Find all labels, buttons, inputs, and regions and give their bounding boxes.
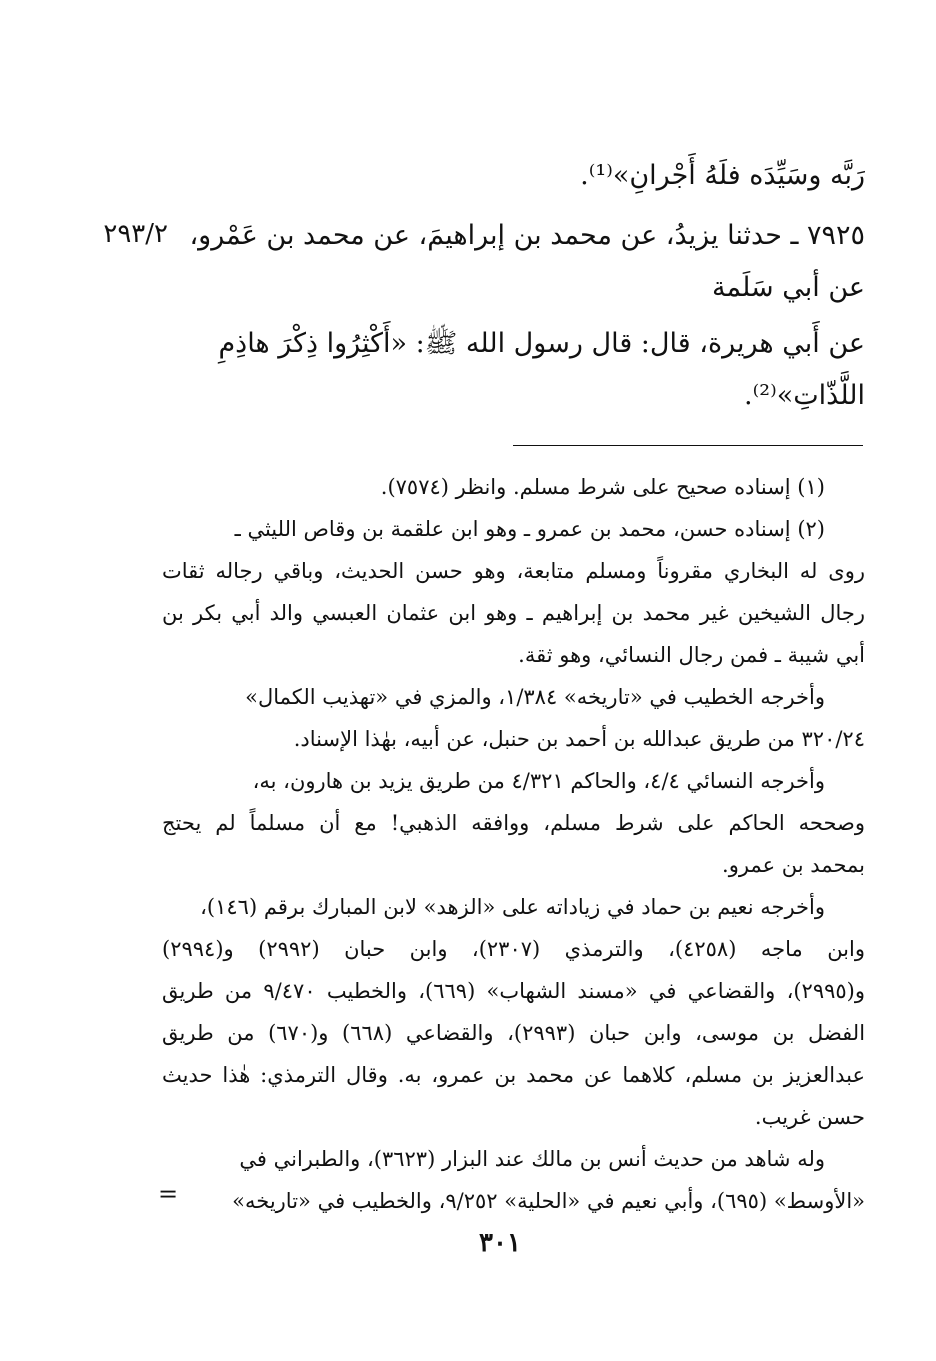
hadith-chain-line: عن أبي سَلَمة: [712, 272, 865, 303]
footnote-line: أبي شيبة ـ فمن رجال النسائي، وهو ثقة.: [518, 643, 865, 667]
footnote-line: (١) إسناده صحيح على شرط مسلم. وانظر (٧٥٧٤).: [380, 475, 825, 499]
page-number: ٣٠١: [479, 1228, 521, 1258]
footnote-line: وأخرجه الخطيب في «تاريخه» ١/٣٨٤، والمزي في «تهذيب الكمال»: [245, 685, 825, 709]
margin-volume-page-reference: ٢٩٣/٢: [103, 219, 168, 249]
footnote-line: و(٢٩٩٥)، والقضاعي في «مسند الشهاب» (٦٦٩)، والخطيب ٩/٤٧٠ من طريق: [162, 979, 866, 1003]
footnote-line: رجال الشيخين غير محمد بن إبراهيم ـ وهو ابن عثمان العبسي والد أبي بكر بن: [162, 601, 865, 625]
footnote-line: بمحمد بن عمرو.: [722, 853, 865, 877]
footnote-line: وأخرجه نعيم بن حماد في زياداته على «الزهد» لابن المبارك برقم (١٤٦)،: [200, 895, 825, 919]
main-text-line: رَبَّه وسَيِّدَه فلَهُ أَجْرانِ»⁽¹⁾.: [580, 160, 865, 191]
footnote-line: عبدالعزيز بن مسلم، كلاهما عن محمد بن عمرو، به. وقال الترمذي: هٰذا حديث: [162, 1063, 865, 1087]
footnote-line: حسن غريب.: [754, 1105, 865, 1129]
hadith-text-line: اللَّذّاتِ»⁽²⁾.: [744, 380, 865, 411]
footnote-line: «الأوسط» (٦٩٥)، وأبي نعيم في «الحلية» ٩/٢٥٢، والخطيب في «تاريخه»: [232, 1189, 865, 1213]
footnote-line: الفضل بن موسى، وابن حبان (٢٩٩٣)، والقضاعي (٦٦٨) و(٦٧٠) من طريق: [162, 1021, 866, 1045]
footnote-separator-rule: [513, 445, 863, 446]
footnote-line: ٣٢٠/٢٤ من طريق عبدالله بن أحمد بن حنبل، عن أبيه، بهٰذا الإسناد.: [293, 727, 865, 751]
hadith-chain-line: ٧٩٢٥ ـ حدثنا يزيدُ، عن محمد بن إبراهيمَ، عن محمد بن عَمْرو،: [189, 220, 865, 251]
footnote-line: وله شاهد من حديث أنس بن مالك عند البزار (٣٦٢٣)، والطبراني في: [239, 1147, 825, 1171]
continuation-mark: =: [158, 1180, 179, 1208]
footnote-line: وأخرجه النسائي ٤/٤، والحاكم ٤/٣٢١ من طريق يزيد بن هارون، به،: [252, 769, 825, 793]
footnote-line: روى له البخاري مقروناً ومسلم متابعة، وهو حسن الحديث، وباقي رجاله ثقات: [162, 559, 865, 583]
footnote-line: (٢) إسناده حسن، محمد بن عمرو ـ وهو ابن علقمة بن وقاص الليثي ـ: [234, 517, 825, 541]
footnote-line: وصححه الحاكم على شرط مسلم، ووافقه الذهبي! مع أن مسلماً لم يحتج: [162, 811, 865, 835]
hadith-text-line: عن أَبي هريرة، قال: قال رسول الله ﷺ: «أَكْثِرُوا ذِكْرَ هاذِمِ: [218, 328, 865, 359]
footnote-line: وابن ماجه (٤٢٥٨)، والترمذي (٢٣٠٧)، وابن حبان (٢٩٩٢) و(٢٩٩٤): [162, 937, 865, 961]
